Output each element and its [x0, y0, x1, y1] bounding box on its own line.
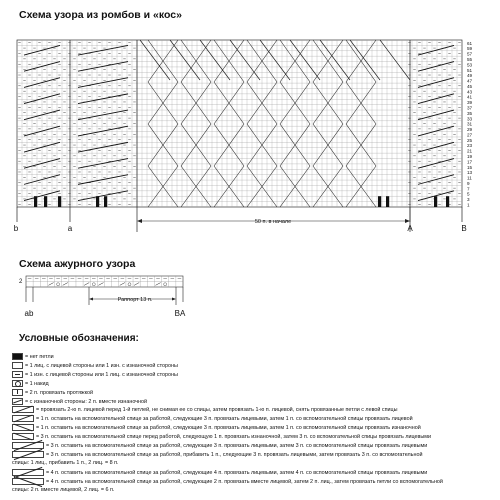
row-number: 13 — [467, 170, 473, 176]
filled-square-icon — [12, 353, 23, 360]
label-B-right: B — [461, 224, 467, 233]
legend-item — [12, 451, 422, 458]
row-number: 53 — [467, 62, 473, 68]
legend-text: = 3 п. оставить на вспомогательной спице за работой, следующие 3 п. провязать лицевыми, затем 3 п. со вспомогательной спицы провязать лицевыми — [46, 442, 428, 449]
row-number: 27 — [467, 132, 473, 138]
lace-row-number: 2 — [19, 279, 23, 285]
label-b-left: b — [13, 224, 19, 233]
row-number: 61 — [467, 40, 473, 46]
main-chart-title: Схема узора из ромбов и «кос» — [19, 9, 182, 21]
legend-text: = 4 п. оставить на вспомогательной спице за работой, следующие 4 п. провязать лицевыми, затем 4 п. со вспомогательной спицы провязать лицевыми — [46, 469, 428, 476]
legend-item — [12, 478, 443, 485]
cable-4-right-icon — [12, 424, 34, 431]
row-number: 9 — [467, 180, 470, 186]
no-stitch-block — [386, 196, 389, 207]
row-numbers — [467, 41, 473, 208]
legend-text: = 2 п. провязать протяжкой — [25, 389, 94, 396]
no-stitch-block — [378, 196, 381, 207]
legend-item — [12, 469, 427, 476]
row-number: 5 — [467, 191, 470, 197]
row-number: 1 — [467, 202, 470, 208]
empty-square-icon — [12, 362, 23, 369]
cable-4-front-icon — [12, 433, 34, 440]
legend-text: = провязать 2-ю п. лицевой перед 1-й петлей, не снимая ее со спицы, затем провязать 1-ю п. лицевой, снять провязанные петли с левой спицы — [36, 407, 398, 414]
no-stitch-block — [34, 196, 37, 207]
circle-square-icon — [12, 380, 23, 387]
label-a-left: a — [67, 224, 73, 233]
row-number: 43 — [467, 89, 473, 95]
row-number: 3 — [467, 197, 470, 203]
lace-repeat-note: Раппорт 13 п. — [117, 297, 153, 303]
label-BA: BA — [174, 309, 186, 318]
row-number: 47 — [467, 78, 473, 84]
row-number: 31 — [467, 121, 473, 127]
legend-text: = 3 п. оставить на вспомогательной спице за работой, прибавить 1 п., следующие 3 п. провязать лицевыми, затем провязать 3 п. со вспомогательной — [46, 451, 423, 458]
label-A-right: A — [407, 224, 413, 233]
legend-text: = нет петли — [25, 353, 54, 360]
legend-text: = с изнаночной стороны: 2 п. вместе изнаночной — [25, 398, 148, 405]
legend-item — [12, 433, 431, 440]
row-number: 33 — [467, 116, 473, 122]
row-number: 19 — [467, 153, 473, 159]
legend-text: = 1 изн. с лицевой стороны или 1 лиц. с изнаночной стороны — [25, 371, 178, 378]
row-number: 51 — [467, 67, 473, 73]
cable-4-left-icon — [12, 415, 34, 422]
legend-text: = 1 п. оставить на вспомогательной спице за работой, следующие 3 п. провязать лицевыми, затем 1 п. со вспомогательной спицы провязать изнаночной — [36, 425, 421, 432]
no-stitch-block — [434, 196, 437, 207]
legend-text: спицы: 1 лиц., прибавить 1 п., 2 лиц. = 8 п. — [12, 459, 119, 466]
cable-6-inc-icon — [12, 451, 44, 458]
row-number: 17 — [467, 159, 473, 165]
legend-item — [12, 380, 49, 387]
legend-text: = 3 п. оставить на вспомогательной спице перед работой, следующую 1 п. провязать изнаночной, затем 3 п. со вспомогательной спицы провязать лицевыми — [36, 434, 431, 441]
row-number: 15 — [467, 164, 473, 170]
row-number: 57 — [467, 51, 473, 57]
dash-square-icon — [12, 371, 23, 378]
cable-6-icon — [12, 442, 44, 449]
no-stitch-block — [446, 196, 449, 207]
no-stitch-block — [104, 196, 107, 207]
legend-item — [12, 353, 54, 360]
legend-item — [12, 415, 413, 422]
no-stitch-block — [44, 196, 47, 207]
legend-text: = 4 п. оставить на вспомогательной спице за работой, следующие 2 п. провязать вместе лицевой, затем 2 п. лиц., затем провязать петли со вспомогательной — [46, 478, 443, 485]
row-number: 39 — [467, 100, 473, 106]
row-number: 35 — [467, 110, 473, 116]
row-number: 7 — [467, 186, 470, 192]
legend-text: = 1 п. оставить на вспомогательной спице за работой, следующие 3 п. провязать лицевыми, затем 1 п. со вспомогательной спицы провязать лицевой — [36, 416, 413, 423]
row-number: 59 — [467, 46, 473, 52]
row-number: 29 — [467, 127, 473, 133]
row-number: 49 — [467, 73, 473, 79]
legend-title: Условные обозначения: — [19, 333, 139, 344]
legend-item — [12, 442, 427, 449]
row-number: 11 — [467, 175, 472, 181]
row-number: 45 — [467, 83, 473, 89]
repeat-note: 50 п. в начале — [254, 219, 292, 225]
legend-item — [12, 362, 178, 369]
row-number: 25 — [467, 137, 473, 143]
no-stitch-block — [58, 196, 61, 207]
cable-2-icon — [12, 406, 34, 413]
row-number: 21 — [467, 148, 473, 154]
pipe-square-icon — [12, 389, 23, 396]
cable-8-dec-icon — [12, 478, 44, 485]
legend-text: = 1 накид — [25, 380, 49, 387]
row-number: 37 — [467, 105, 473, 111]
lace-chart-title: Схема ажурного узора — [19, 258, 136, 270]
row-number: 55 — [467, 57, 473, 63]
cable-8-icon — [12, 469, 44, 476]
legend-item — [12, 487, 114, 493]
legend-item — [12, 398, 147, 405]
legend-text: = 1 лиц. с лицевой стороны или 1 изн. с изнаночной стороны — [25, 362, 178, 369]
legend-text: спицы: 2 п. вместе лицевой, 2 лиц. = 6 п. — [12, 486, 115, 493]
legend-item — [12, 371, 178, 378]
no-stitch-block — [96, 196, 99, 207]
slash-square-icon — [12, 398, 23, 405]
legend-item — [12, 460, 119, 466]
legend-item — [12, 406, 397, 413]
legend-item — [12, 389, 93, 396]
row-number: 41 — [467, 94, 473, 100]
row-number: 23 — [467, 143, 473, 149]
legend-item — [12, 424, 421, 431]
label-ab: ab — [24, 309, 34, 318]
repeat-bracket — [17, 207, 462, 232]
